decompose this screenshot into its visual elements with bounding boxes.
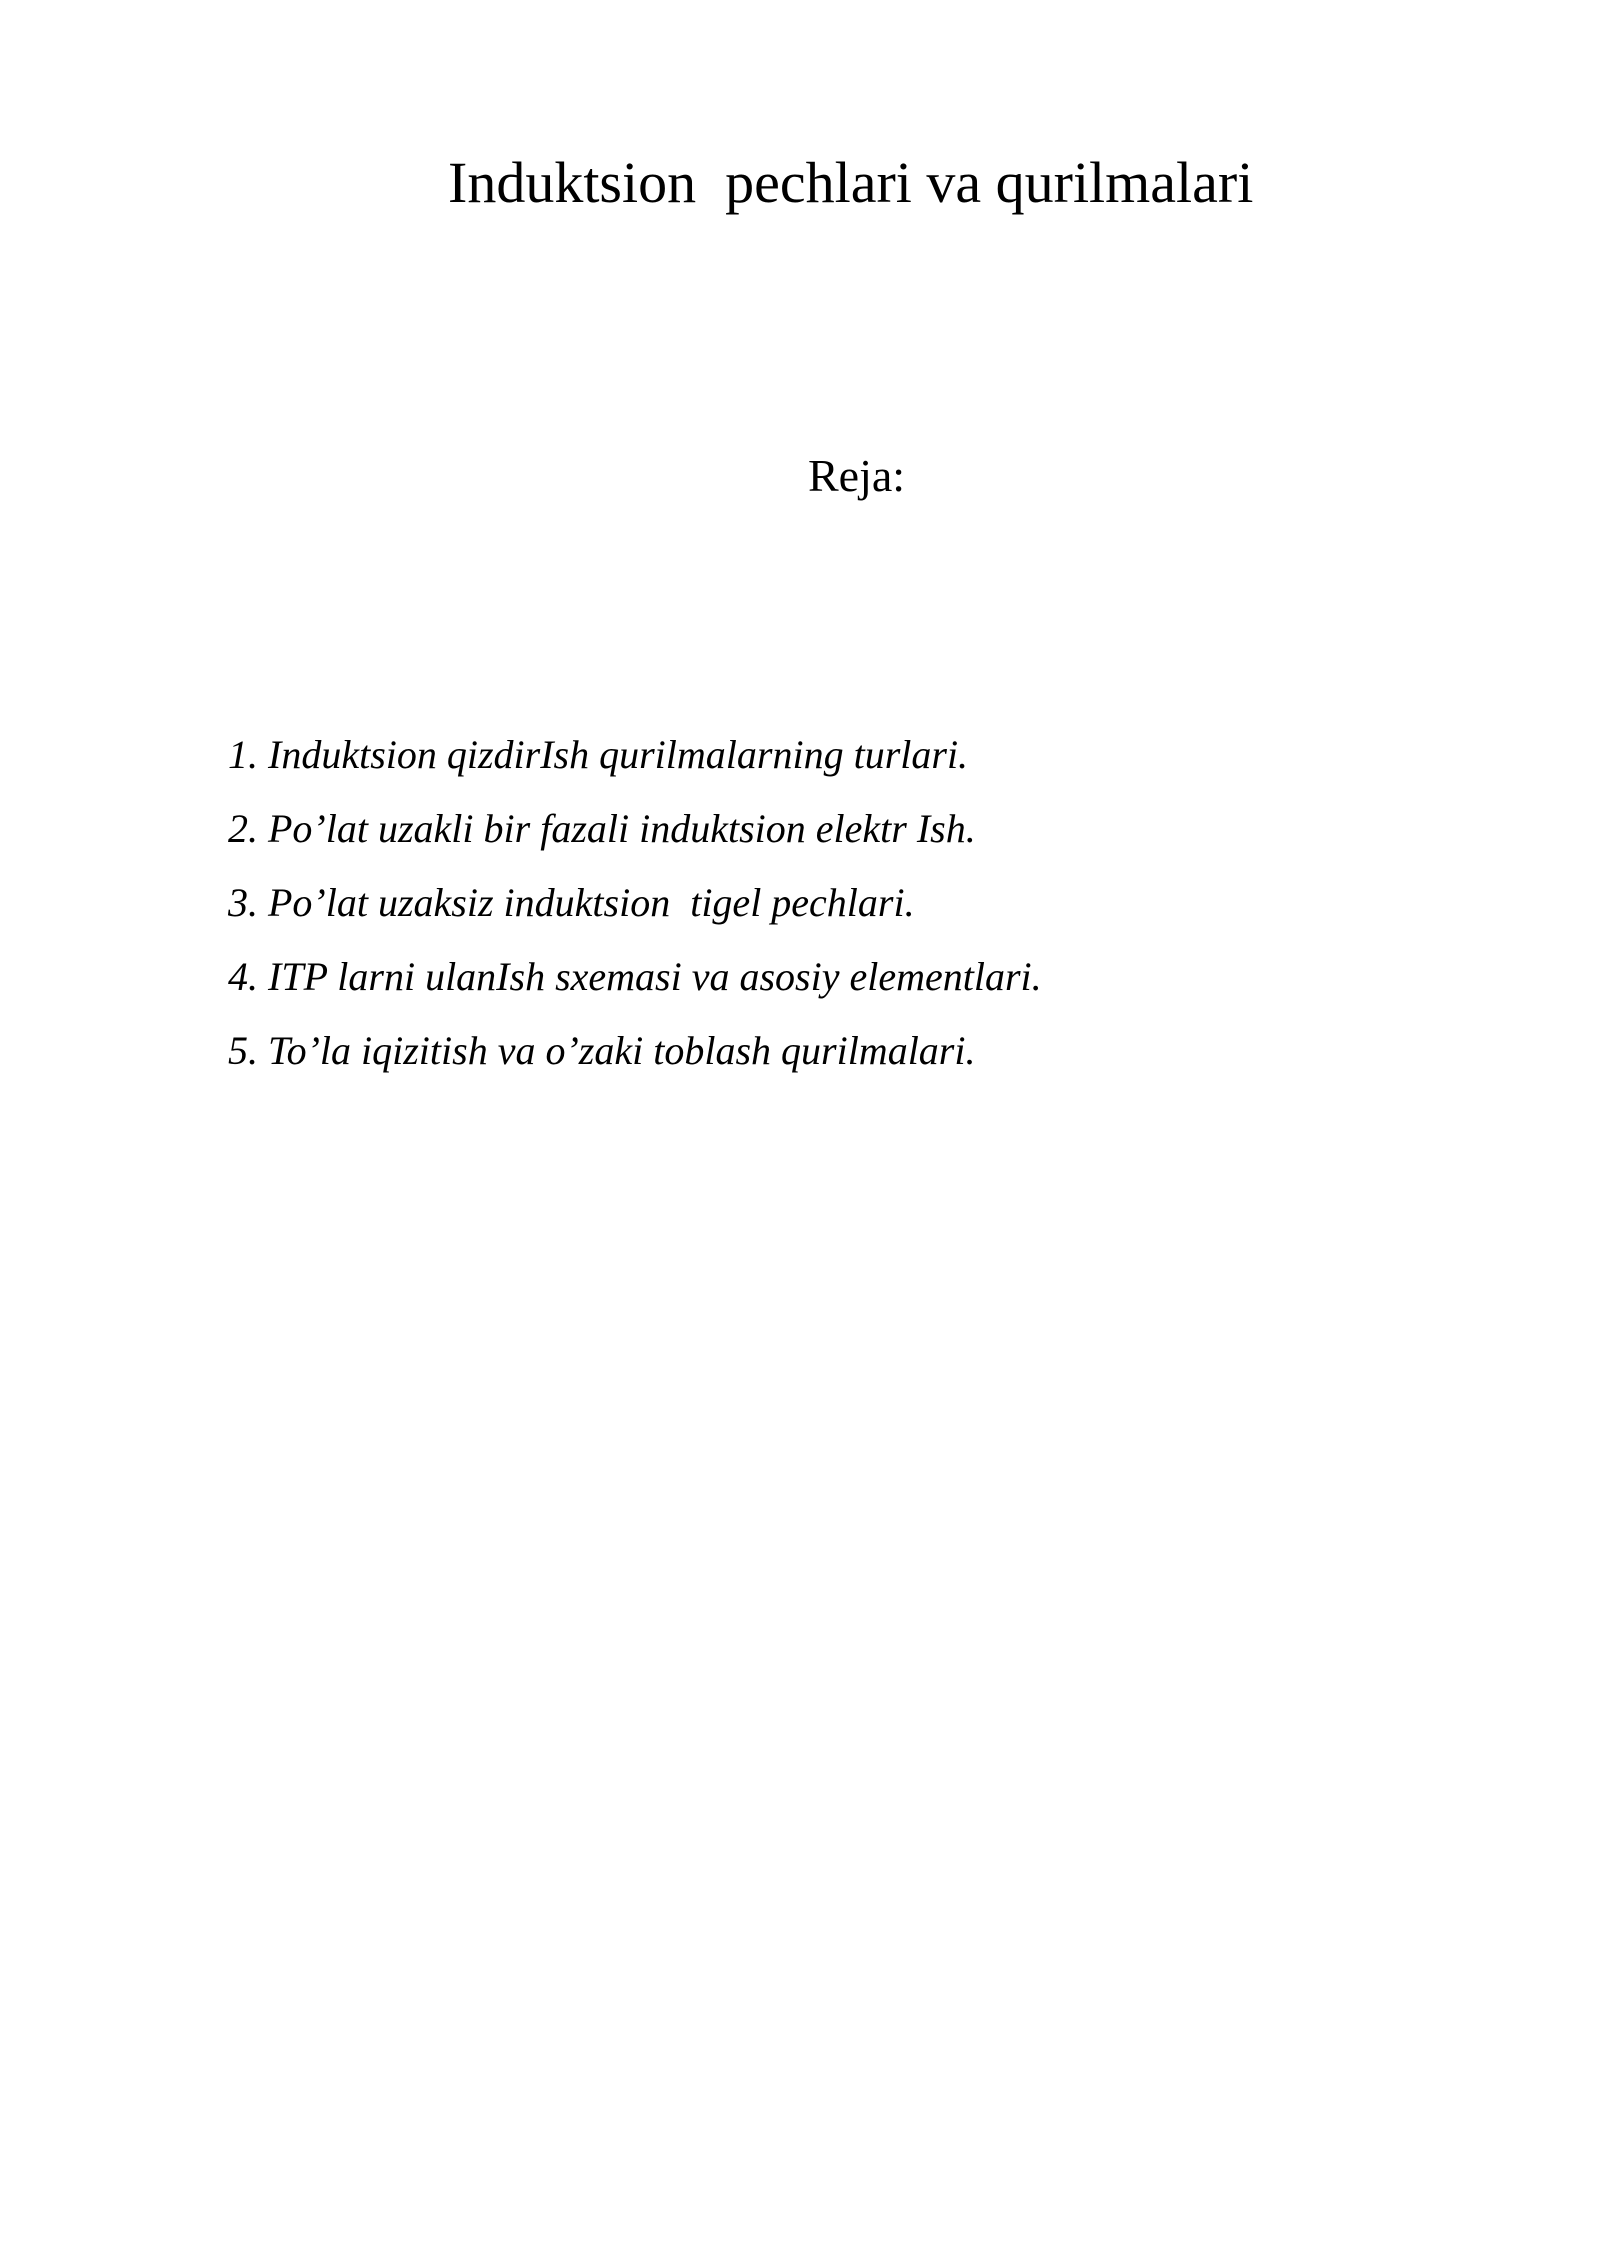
plan-list bbox=[228, 718, 1042, 1088]
plan-item: 3. Po’lat uzaksiz induktsion tigel pechlari. bbox=[228, 880, 915, 925]
plan-item: 4. ITP larni ulanIsh sxemasi va asosiy elementlari. bbox=[228, 954, 1042, 999]
plan-item: 1. Induktsion qizdirIsh qurilmalarning turlari. bbox=[228, 732, 969, 777]
plan-item: 2. Po’lat uzakli bir fazali induktsion elektr Ish. bbox=[228, 806, 976, 851]
plan-item: 5. To’la iqizitish va o’zaki toblash qurilmalari. bbox=[228, 1028, 976, 1073]
document-title: Induktsion pechlari va qurilmalari bbox=[448, 150, 1254, 215]
plan-heading: Reja: bbox=[808, 450, 906, 501]
